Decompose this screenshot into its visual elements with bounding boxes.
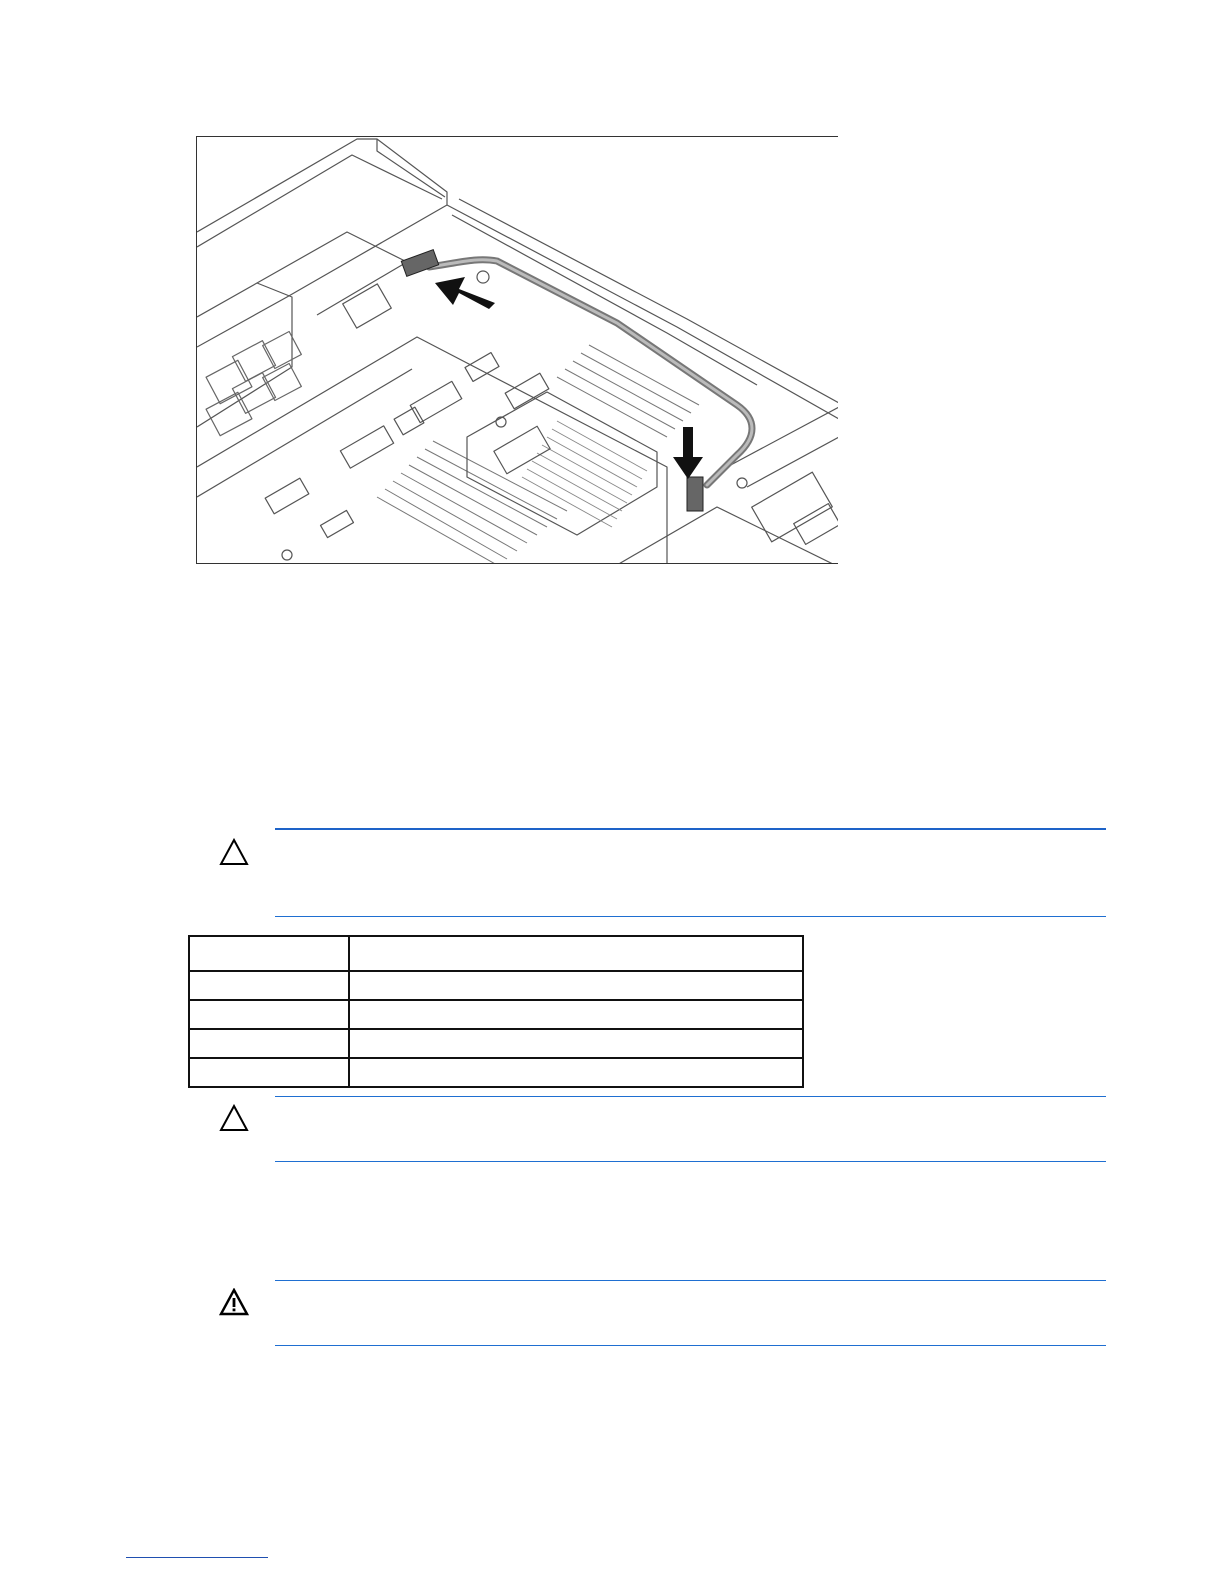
notice-bottom-rule bbox=[275, 1345, 1106, 1346]
notice-top-rule bbox=[275, 1096, 1106, 1097]
table-cell bbox=[189, 936, 349, 971]
caution-triangle-icon bbox=[219, 838, 249, 866]
chassis-drawing bbox=[197, 137, 838, 564]
table-cell bbox=[349, 971, 803, 1000]
notice-top-rule bbox=[275, 828, 1106, 830]
notice-top-rule bbox=[275, 1280, 1106, 1281]
table-cell bbox=[349, 1000, 803, 1029]
drive-connector bbox=[401, 250, 438, 277]
warning-triangle-icon bbox=[219, 1288, 249, 1316]
table-cell bbox=[349, 936, 803, 971]
table-cell bbox=[349, 1058, 803, 1087]
table-cell bbox=[189, 1000, 349, 1029]
table-cell bbox=[349, 1029, 803, 1058]
table-row bbox=[189, 971, 803, 1000]
table-cell bbox=[189, 1058, 349, 1087]
cable-routing-illustration bbox=[196, 136, 838, 564]
spec-table bbox=[188, 935, 804, 1088]
board-connector bbox=[687, 477, 703, 511]
footer-rule bbox=[126, 1557, 268, 1558]
arrow-icon bbox=[673, 427, 703, 479]
notice-bottom-rule bbox=[275, 916, 1106, 917]
table-cell bbox=[189, 1029, 349, 1058]
table-row bbox=[189, 936, 803, 971]
table-row bbox=[189, 1058, 803, 1087]
caution-triangle-icon bbox=[219, 1104, 249, 1132]
table-row bbox=[189, 1029, 803, 1058]
notice-bottom-rule bbox=[275, 1161, 1106, 1162]
power-cable bbox=[429, 260, 752, 485]
table-row bbox=[189, 1000, 803, 1029]
table-cell bbox=[189, 971, 349, 1000]
